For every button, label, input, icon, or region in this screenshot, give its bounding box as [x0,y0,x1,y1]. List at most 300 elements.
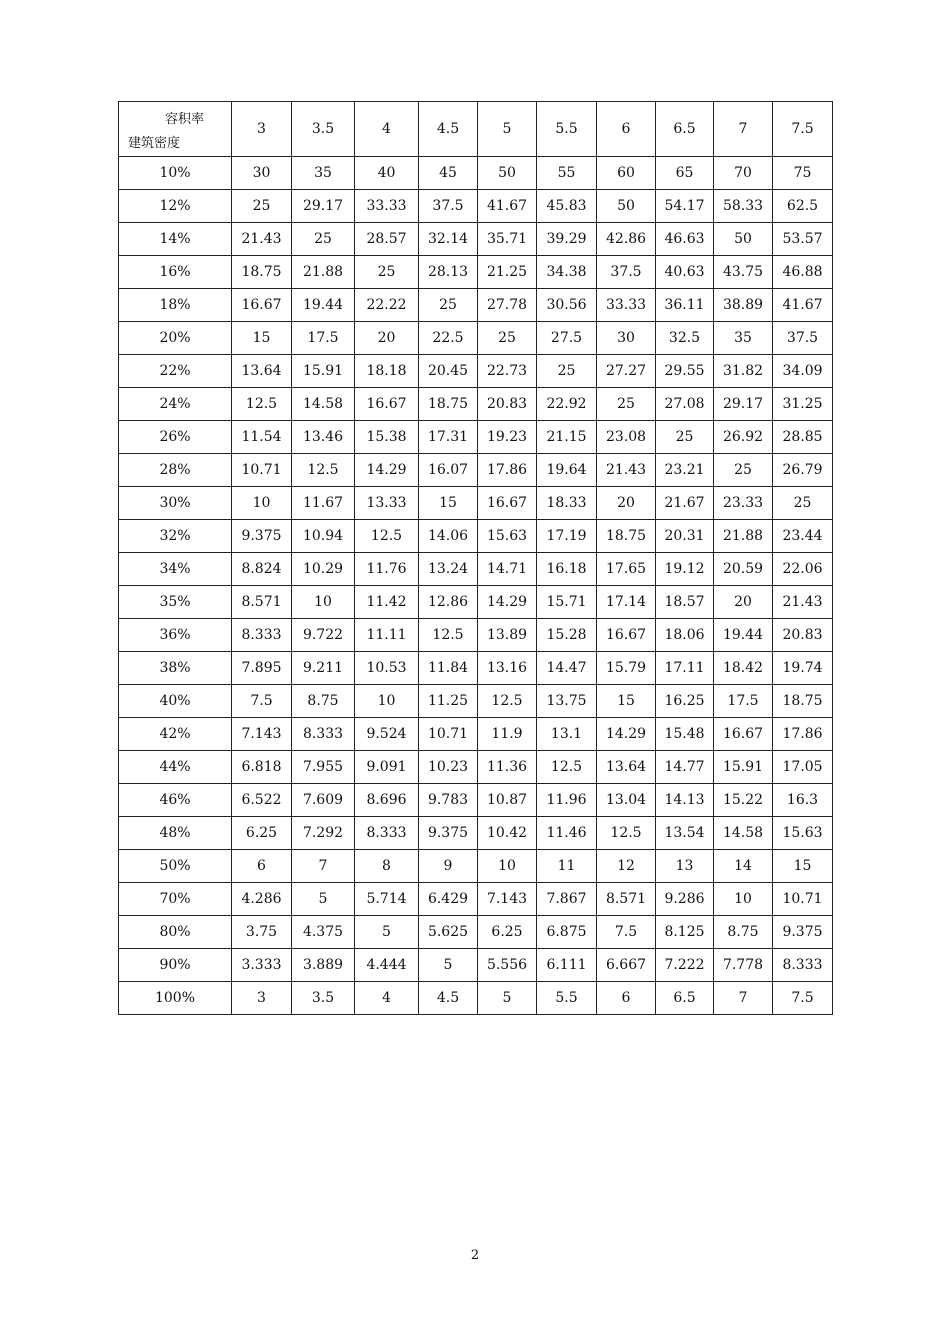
table-cell: 22.5 [419,322,478,355]
table-cell: 27.78 [478,289,537,322]
table-cell: 10.23 [419,751,478,784]
table-cell: 3.5 [292,982,355,1015]
table-cell: 10 [232,487,292,520]
row-label-density: 38% [119,652,232,685]
table-cell: 54.17 [656,190,714,223]
table-cell: 10.42 [478,817,537,850]
table-cell: 16.07 [419,454,478,487]
table-cell: 11.67 [292,487,355,520]
table-cell: 13.75 [537,685,597,718]
column-header: 7 [714,102,773,157]
table-cell: 22.73 [478,355,537,388]
table-cell: 5.714 [355,883,419,916]
table-cell: 21.88 [714,520,773,553]
table-cell: 13.54 [656,817,714,850]
table-cell: 39.29 [537,223,597,256]
table-cell: 17.86 [773,718,833,751]
table-cell: 35 [714,322,773,355]
table-row [119,157,833,190]
table-cell: 21.88 [292,256,355,289]
table-row [119,883,833,916]
table-cell: 4 [355,982,419,1015]
table-cell: 3.75 [232,916,292,949]
table-cell: 22.06 [773,553,833,586]
table-cell: 11.76 [355,553,419,586]
page-number: 2 [470,1248,480,1263]
row-label-density: 80% [119,916,232,949]
table-cell: 17.86 [478,454,537,487]
corner-label-plot-ratio: 容积率 [165,112,205,127]
table-cell: 14.58 [714,817,773,850]
table-cell: 3 [232,982,292,1015]
table-cell: 4.5 [419,982,478,1015]
table-cell: 10 [478,850,537,883]
table-cell: 10.94 [292,520,355,553]
table-cell: 8.333 [773,949,833,982]
table-cell: 11.42 [355,586,419,619]
row-label-density: 32% [119,520,232,553]
table-cell: 40 [355,157,419,190]
table-cell: 13.89 [478,619,537,652]
table-cell: 10.71 [419,718,478,751]
table-cell: 11.11 [355,619,419,652]
table-row [119,850,833,883]
table-cell: 25 [656,421,714,454]
table-cell: 7 [714,982,773,1015]
row-label-density: 12% [119,190,232,223]
table-cell: 60 [597,157,656,190]
table-cell: 31.82 [714,355,773,388]
table-cell: 11 [537,850,597,883]
table-cell: 34.09 [773,355,833,388]
table-cell: 9.375 [232,520,292,553]
table-cell: 23.33 [714,487,773,520]
table-cell: 25 [537,355,597,388]
table-cell: 21.15 [537,421,597,454]
table-cell: 18.75 [419,388,478,421]
table-cell: 29.55 [656,355,714,388]
table-cell: 19.74 [773,652,833,685]
table-cell: 9.286 [656,883,714,916]
table-cell: 20.59 [714,553,773,586]
row-label-density: 40% [119,685,232,718]
table-cell: 25 [419,289,478,322]
table-cell: 36.11 [656,289,714,322]
table-row [119,652,833,685]
table-cell: 13.04 [597,784,656,817]
row-label-density: 36% [119,619,232,652]
table-cell: 21.67 [656,487,714,520]
table-cell: 9.375 [419,817,478,850]
row-label-density: 30% [119,487,232,520]
table-cell: 13.64 [232,355,292,388]
table-cell: 14.58 [292,388,355,421]
table-cell: 15 [232,322,292,355]
table-cell: 50 [597,190,656,223]
table-cell: 9.091 [355,751,419,784]
table-cell: 18.75 [773,685,833,718]
table-cell: 16.67 [597,619,656,652]
table-cell: 28.13 [419,256,478,289]
table-cell: 7.5 [597,916,656,949]
table-cell: 10.87 [478,784,537,817]
table-cell: 17.11 [656,652,714,685]
table-cell: 6.111 [537,949,597,982]
table-cell: 13.24 [419,553,478,586]
table-cell: 12.5 [292,454,355,487]
table-cell: 18.18 [355,355,419,388]
table-cell: 22.22 [355,289,419,322]
row-label-density: 70% [119,883,232,916]
table-cell: 32.5 [656,322,714,355]
table-cell: 8.75 [714,916,773,949]
table-cell: 11.84 [419,652,478,685]
table-cell: 28.57 [355,223,419,256]
table-cell: 7.222 [656,949,714,982]
table-cell: 19.44 [714,619,773,652]
table-cell: 14.29 [478,586,537,619]
table-cell: 31.25 [773,388,833,421]
table-cell: 21.43 [232,223,292,256]
table-cell: 15.63 [478,520,537,553]
table-cell: 8.333 [355,817,419,850]
table-cell: 9.524 [355,718,419,751]
table-row [119,817,833,850]
table-cell: 8.696 [355,784,419,817]
table-cell: 42.86 [597,223,656,256]
table-cell: 21.25 [478,256,537,289]
document-page [118,101,832,1015]
table-cell: 45 [419,157,478,190]
table-cell: 25 [232,190,292,223]
row-label-density: 50% [119,850,232,883]
table-cell: 15 [597,685,656,718]
table-cell: 4.286 [232,883,292,916]
table-cell: 23.08 [597,421,656,454]
table-cell: 55 [537,157,597,190]
column-header: 4 [355,102,419,157]
table-cell: 15.48 [656,718,714,751]
table-cell: 13.16 [478,652,537,685]
table-body [119,102,833,1015]
table-row [119,586,833,619]
table-cell: 3.333 [232,949,292,982]
table-cell: 19.64 [537,454,597,487]
table-cell: 29.17 [292,190,355,223]
table-cell: 53.57 [773,223,833,256]
table-row [119,322,833,355]
row-label-density: 26% [119,421,232,454]
column-header: 5.5 [537,102,597,157]
table-cell: 20.45 [419,355,478,388]
table-cell: 25 [773,487,833,520]
table-cell: 10.71 [232,454,292,487]
table-cell: 6.667 [597,949,656,982]
table-cell: 14.06 [419,520,478,553]
table-cell: 14.77 [656,751,714,784]
row-label-density: 18% [119,289,232,322]
column-header: 6.5 [656,102,714,157]
table-cell: 6 [232,850,292,883]
table-cell: 8 [355,850,419,883]
table-row [119,751,833,784]
table-cell: 18.42 [714,652,773,685]
table-cell: 7.5 [232,685,292,718]
table-cell: 23.21 [656,454,714,487]
table-cell: 25 [597,388,656,421]
table-cell: 26.92 [714,421,773,454]
density-far-table [118,101,833,1015]
table-cell: 8.125 [656,916,714,949]
table-cell: 20.31 [656,520,714,553]
table-cell: 46.88 [773,256,833,289]
table-cell: 70 [714,157,773,190]
table-cell: 38.89 [714,289,773,322]
table-cell: 18.75 [597,520,656,553]
table-cell: 17.5 [714,685,773,718]
table-cell: 26.79 [773,454,833,487]
table-cell: 8.333 [292,718,355,751]
table-cell: 37.5 [597,256,656,289]
table-cell: 20.83 [773,619,833,652]
table-cell: 16.67 [478,487,537,520]
table-cell: 17.31 [419,421,478,454]
table-cell: 15.63 [773,817,833,850]
table-cell: 17.14 [597,586,656,619]
table-cell: 30 [597,322,656,355]
table-cell: 21.43 [597,454,656,487]
row-label-density: 28% [119,454,232,487]
table-cell: 6.429 [419,883,478,916]
table-cell: 41.67 [478,190,537,223]
column-header: 5 [478,102,537,157]
table-row [119,982,833,1015]
table-row [119,553,833,586]
table-cell: 8.571 [232,586,292,619]
table-row [119,520,833,553]
table-row [119,619,833,652]
table-cell: 6 [597,982,656,1015]
table-cell: 65 [656,157,714,190]
table-cell: 58.33 [714,190,773,223]
table-cell: 27.08 [656,388,714,421]
table-cell: 11.9 [478,718,537,751]
table-cell: 13.46 [292,421,355,454]
table-cell: 14.29 [597,718,656,751]
table-cell: 46.63 [656,223,714,256]
table-cell: 15.38 [355,421,419,454]
table-cell: 25 [714,454,773,487]
table-cell: 9.211 [292,652,355,685]
table-cell: 45.83 [537,190,597,223]
table-cell: 40.63 [656,256,714,289]
table-cell: 34.38 [537,256,597,289]
table-cell: 16.67 [714,718,773,751]
table-cell: 3.889 [292,949,355,982]
table-cell: 9 [419,850,478,883]
table-cell: 15 [773,850,833,883]
table-cell: 7 [292,850,355,883]
table-cell: 4.444 [355,949,419,982]
table-cell: 13 [656,850,714,883]
table-cell: 14 [714,850,773,883]
table-cell: 17.05 [773,751,833,784]
table-cell: 18.57 [656,586,714,619]
table-cell: 27.27 [597,355,656,388]
table-cell: 9.722 [292,619,355,652]
table-cell: 10 [714,883,773,916]
table-cell: 12 [597,850,656,883]
table-cell: 7.609 [292,784,355,817]
table-cell: 18.75 [232,256,292,289]
table-row [119,256,833,289]
table-cell: 6.818 [232,751,292,784]
table-cell: 17.65 [597,553,656,586]
table-cell: 10.71 [773,883,833,916]
table-cell: 12.5 [232,388,292,421]
table-row [119,916,833,949]
table-cell: 11.54 [232,421,292,454]
table-cell: 15.91 [714,751,773,784]
table-cell: 12.5 [355,520,419,553]
table-row [119,355,833,388]
table-cell: 33.33 [597,289,656,322]
table-cell: 21.43 [773,586,833,619]
table-cell: 20 [714,586,773,619]
table-cell: 7.143 [478,883,537,916]
column-header: 4.5 [419,102,478,157]
column-header: 3.5 [292,102,355,157]
table-cell: 35 [292,157,355,190]
table-row [119,190,833,223]
table-cell: 5 [355,916,419,949]
table-cell: 25 [478,322,537,355]
table-row [119,421,833,454]
row-label-density: 22% [119,355,232,388]
table-row [119,454,833,487]
table-cell: 6.522 [232,784,292,817]
table-cell: 75 [773,157,833,190]
table-cell: 8.333 [232,619,292,652]
row-label-density: 44% [119,751,232,784]
table-cell: 5 [419,949,478,982]
table-cell: 50 [478,157,537,190]
table-cell: 13.33 [355,487,419,520]
table-cell: 6.5 [656,982,714,1015]
row-label-density: 35% [119,586,232,619]
row-label-density: 10% [119,157,232,190]
table-cell: 11.36 [478,751,537,784]
table-cell: 23.44 [773,520,833,553]
table-cell: 6.25 [232,817,292,850]
table-cell: 7.778 [714,949,773,982]
table-cell: 5 [478,982,537,1015]
table-cell: 43.75 [714,256,773,289]
table-cell: 30 [232,157,292,190]
table-cell: 15.22 [714,784,773,817]
table-cell: 16.67 [355,388,419,421]
table-cell: 5.5 [537,982,597,1015]
table-cell: 29.17 [714,388,773,421]
table-cell: 6.875 [537,916,597,949]
table-cell: 62.5 [773,190,833,223]
table-cell: 22.92 [537,388,597,421]
row-label-density: 100% [119,982,232,1015]
table-cell: 15.91 [292,355,355,388]
column-header: 7.5 [773,102,833,157]
table-cell: 18.06 [656,619,714,652]
table-cell: 10.53 [355,652,419,685]
row-label-density: 20% [119,322,232,355]
table-cell: 5.625 [419,916,478,949]
table-cell: 4.375 [292,916,355,949]
table-cell: 19.23 [478,421,537,454]
table-cell: 19.12 [656,553,714,586]
table-cell: 18.33 [537,487,597,520]
table-cell: 16.67 [232,289,292,322]
table-cell: 7.895 [232,652,292,685]
table-row [119,223,833,256]
table-cell: 19.44 [292,289,355,322]
table-cell: 20.83 [478,388,537,421]
table-cell: 14.13 [656,784,714,817]
table-cell: 8.571 [597,883,656,916]
table-cell: 7.867 [537,883,597,916]
table-row [119,949,833,982]
table-cell: 16.18 [537,553,597,586]
table-cell: 30.56 [537,289,597,322]
table-cell: 37.5 [419,190,478,223]
table-cell: 12.5 [597,817,656,850]
table-cell: 14.29 [355,454,419,487]
table-cell: 12.5 [537,751,597,784]
table-cell: 41.67 [773,289,833,322]
table-cell: 5 [292,883,355,916]
table-cell: 17.19 [537,520,597,553]
table-cell: 12.5 [478,685,537,718]
corner-label-building-density: 建筑密度 [128,136,181,151]
row-label-density: 42% [119,718,232,751]
row-label-density: 48% [119,817,232,850]
row-label-density: 90% [119,949,232,982]
table-cell: 37.5 [773,322,833,355]
table-cell: 8.824 [232,553,292,586]
column-header: 6 [597,102,656,157]
table-cell: 11.96 [537,784,597,817]
table-cell: 10.29 [292,553,355,586]
table-cell: 14.71 [478,553,537,586]
corner-header-cell [119,102,232,157]
table-cell: 11.46 [537,817,597,850]
table-cell: 12.5 [419,619,478,652]
table-cell: 16.25 [656,685,714,718]
table-cell: 32.14 [419,223,478,256]
table-cell: 20 [355,322,419,355]
table-cell: 13.64 [597,751,656,784]
table-cell: 6.25 [478,916,537,949]
table-row [119,487,833,520]
column-header: 3 [232,102,292,157]
table-cell: 15.79 [597,652,656,685]
table-cell: 16.3 [773,784,833,817]
table-cell: 13.1 [537,718,597,751]
table-cell: 27.5 [537,322,597,355]
table-cell: 14.47 [537,652,597,685]
table-cell: 9.783 [419,784,478,817]
table-cell: 7.143 [232,718,292,751]
table-cell: 33.33 [355,190,419,223]
table-row [119,718,833,751]
